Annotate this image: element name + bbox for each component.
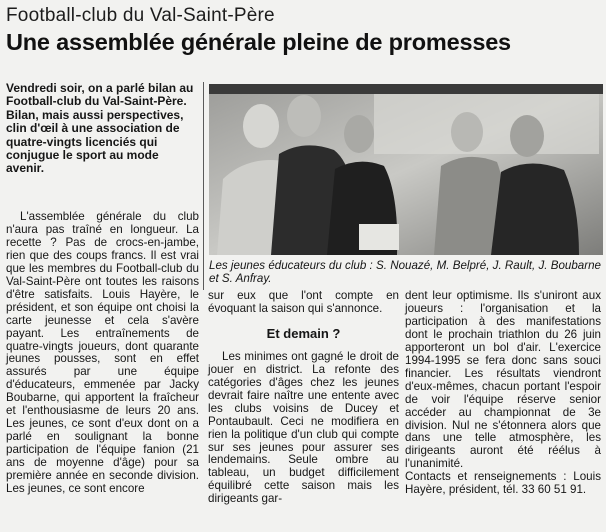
column-3-text: dent leur optimisme. Ils s'uniront aux joueurs : l'organisation et la participation à des manifestations dont le prochain triathlon du 26 juin apporteront un bol d'air. L'exercice 1994-1995 se fera donc sans souci financier. Les résultats viendront d'eux-mêmes, chacun portant l'espoir de voir l'équipe réserve senior accéder au championnat de 3e division. Nul ne s'étonnera alors que dans une telle atmosphère, les dirigeants auront été réélus à l'unanimité. <box>405 289 601 471</box>
column-2-top-text: sur eux que l'ont compte en évoquant la saison qui s'annonce. <box>208 289 399 315</box>
photo-caption: Les jeunes éducateurs du club : S. Nouazé, M. Belpré, J. Rault, J. Boubarne et S. Anfray. <box>209 259 601 285</box>
headline: Une assemblée générale pleine de promesses <box>6 29 511 55</box>
column-1 <box>6 211 199 496</box>
column-3 <box>405 290 601 497</box>
column-1-text: L'assemblée générale du club n'aura pas traîné en longueur. La recette ? Pas de crocs-en-jambe, rien que des coups francs. Il est vrai que les membres du Football-club du Val-Saint-Père ont toutes les raisons d'être satisfaits. Louis Hayère, le président, et son équipe ont choisi la carte jeunesse et cela s'avère payant. Les entraînements de quatre-vingts joueurs, dont quarante jeunes pousses, sont en effet assurés par une équipe d'éducateurs, emmenée par Jacky Boubarne, qui apportent la fraîcheur et l'enthousiasme de leurs 20 ans. Les jeunes, ce sont d'eux dont on a parlé en soulignant la bonne participation de l'équipe fanion (21 ans de moyenne d'âge) pour sa première année en seconde division. Les jeunes, ce sont encore <box>6 210 199 496</box>
team-photo <box>209 84 603 255</box>
column-2-text: Les minimes ont gagné le droit de jouer en district. La refonte des catégories d'âges chez les jeunes devrait faire naître une entente avec les clubs voisins de Ducey et Pontaubault. Ceci ne modifiera en rien la politique d'un club qui compte sur ses jeunes pour assurer ses lendemains. Seule ombre au tableau, un budget difficilement équilibré cette saison mais les dirigeants gar- <box>208 349 399 506</box>
contacts-text: Contacts et renseignements : Louis Hayère, président, tél. 33 60 51 91. <box>405 470 601 497</box>
lead-paragraph: Vendredi soir, on a parlé bilan au Football-club du Val-Saint-Père. Bilan, mais aussi perspectives, clin d'œil à une association de quatre-vingts licenciés qui conjugue le sport au mode avenir. <box>6 81 194 176</box>
column-2 <box>208 290 399 506</box>
subheading: Et demain ? <box>266 325 341 341</box>
column-divider <box>203 82 204 290</box>
photo-illustration <box>209 84 603 255</box>
kicker: Football-club du Val-Saint-Père <box>6 5 275 26</box>
